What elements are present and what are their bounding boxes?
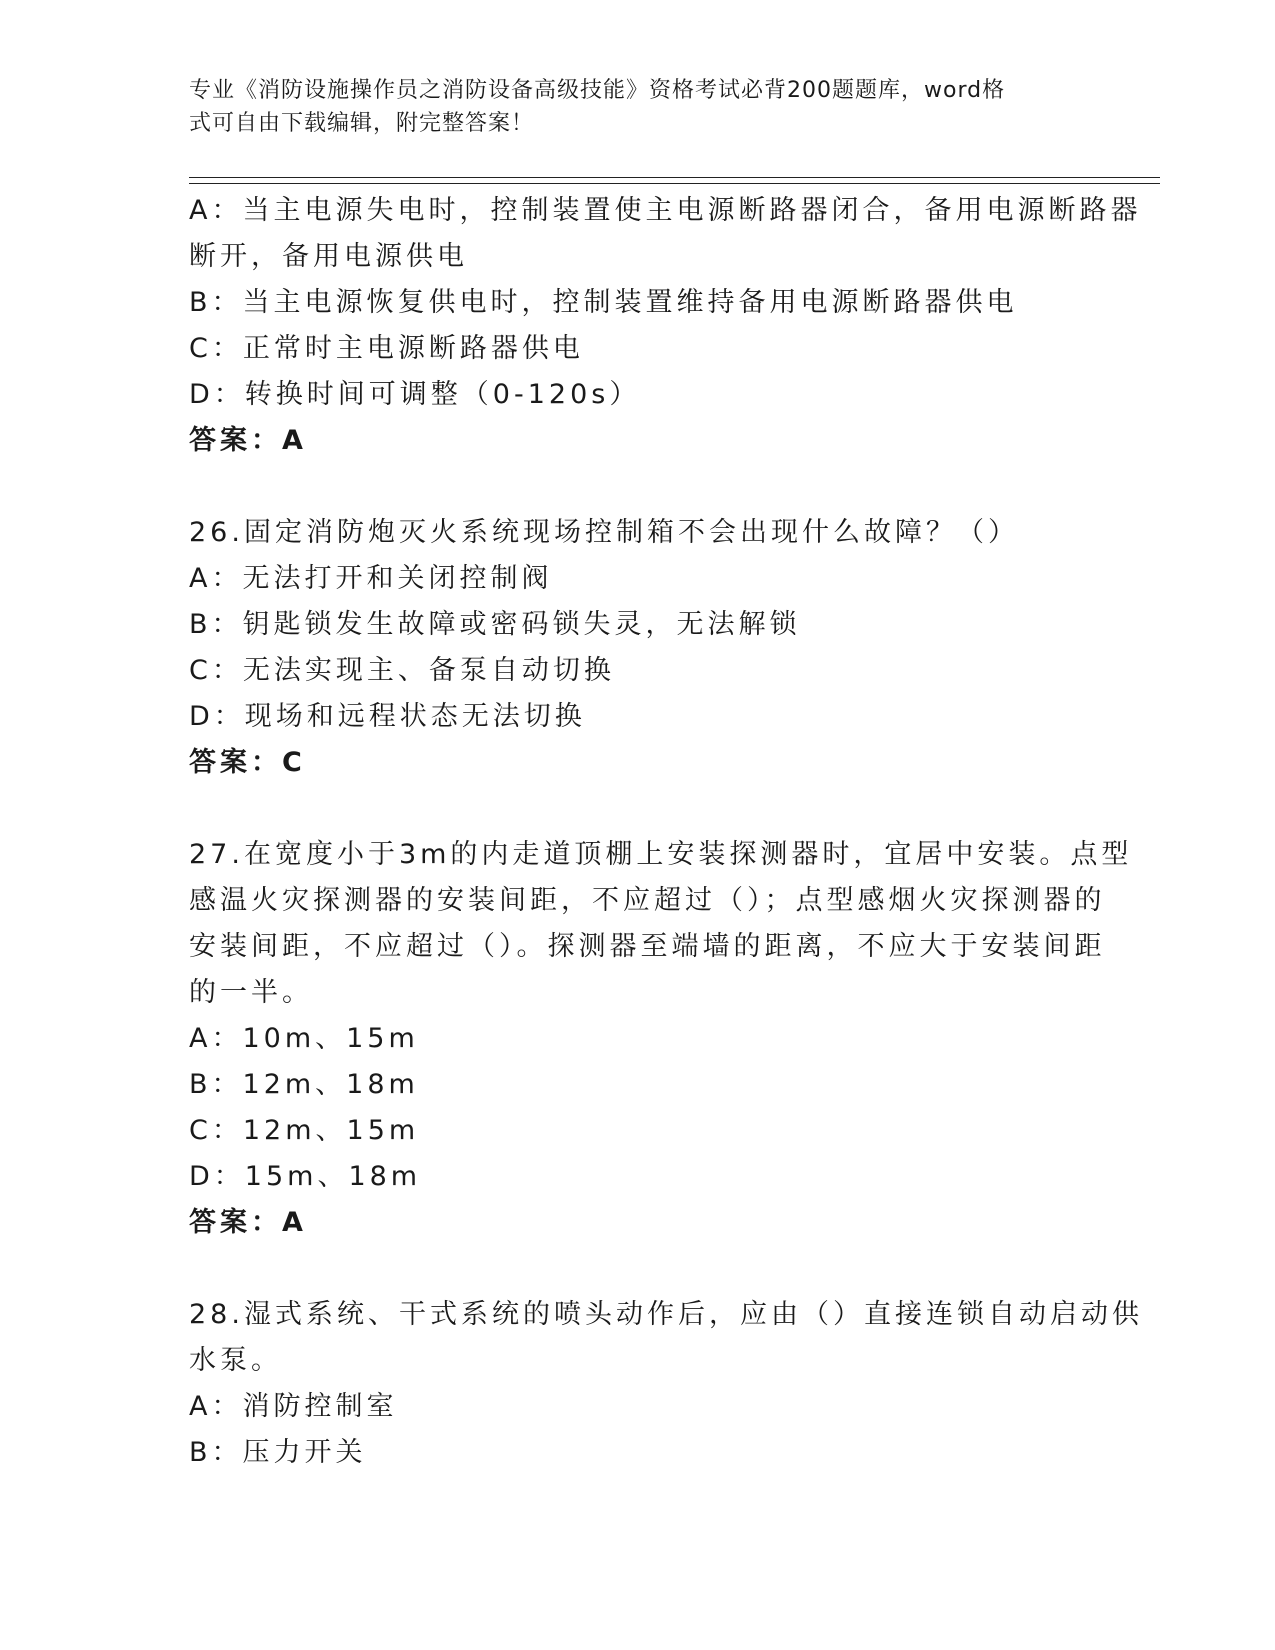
q25-option-a-line-1: A：当主电源失电时，控制装置使主电源断路器闭合，备用电源断路器: [189, 195, 1142, 226]
q27-question-line-3: 安装间距，不应超过（）。探测器至端墙的距离，不应大于安装间距: [189, 931, 1106, 962]
q27-answer: 答案：A: [189, 1207, 307, 1238]
q28-question-line-1: 28.湿式系统、干式系统的喷头动作后，应由（）直接连锁自动启动供: [189, 1299, 1143, 1330]
header-line-1: 专业《消防设施操作员之消防设备高级技能》资格考试必背200题题库，word格: [189, 78, 1006, 103]
spacer: [189, 1246, 1089, 1292]
q27-option-c: C：12m、15m: [189, 1115, 420, 1146]
spacer: [189, 786, 1089, 832]
question-27-block: [189, 832, 1133, 1246]
q27-option-b: B：12m、18m: [189, 1069, 419, 1100]
question-26-block: [189, 510, 1089, 786]
question-28-block: [189, 1292, 1143, 1476]
q27-question-line-4: 的一半。: [189, 977, 313, 1008]
q28-question-line-2: 水泵。: [189, 1345, 282, 1376]
q25-option-d: D：转换时间可调整（0-120s）: [189, 379, 641, 410]
q27-option-d: D：15m、18m: [189, 1161, 422, 1192]
header-divider-bottom: [189, 183, 1160, 184]
q28-option-a: A：消防控制室: [189, 1391, 398, 1422]
document-header: [189, 74, 1069, 140]
q27-question-line-1: 27.在宽度小于3m的内走道顶棚上安装探测器时，宜居中安装。点型: [189, 839, 1133, 870]
q28-option-b: B：压力开关: [189, 1437, 367, 1468]
q25-option-a-line-2: 断开，备用电源供电: [189, 241, 468, 272]
q26-option-c: C：无法实现主、备泵自动切换: [189, 655, 615, 686]
q26-option-a: A：无法打开和关闭控制阀: [189, 563, 553, 594]
question-list: [189, 188, 1143, 1476]
q26-question: 26.固定消防炮灭火系统现场控制箱不会出现什么故障？（）: [189, 517, 1019, 548]
q25-answer: 答案：A: [189, 425, 307, 456]
header-line-2: 式可自由下载编辑，附完整答案！: [189, 111, 535, 136]
spacer: [189, 464, 1089, 510]
q25-option-c: C：正常时主电源断路器供电: [189, 333, 584, 364]
question-25-block: [189, 188, 1142, 464]
q25-option-b: B：当主电源恢复供电时，控制装置维持备用电源断路器供电: [189, 287, 1018, 318]
q26-answer: 答案：C: [189, 747, 306, 778]
header-divider-top: [189, 177, 1160, 178]
q26-option-d: D：现场和远程状态无法切换: [189, 701, 586, 732]
q27-question-line-2: 感温火灾探测器的安装间距，不应超过（）；点型感烟火灾探测器的: [189, 885, 1106, 916]
q27-option-a: A：10m、15m: [189, 1023, 419, 1054]
q26-option-b: B：钥匙锁发生故障或密码锁失灵，无法解锁: [189, 609, 801, 640]
